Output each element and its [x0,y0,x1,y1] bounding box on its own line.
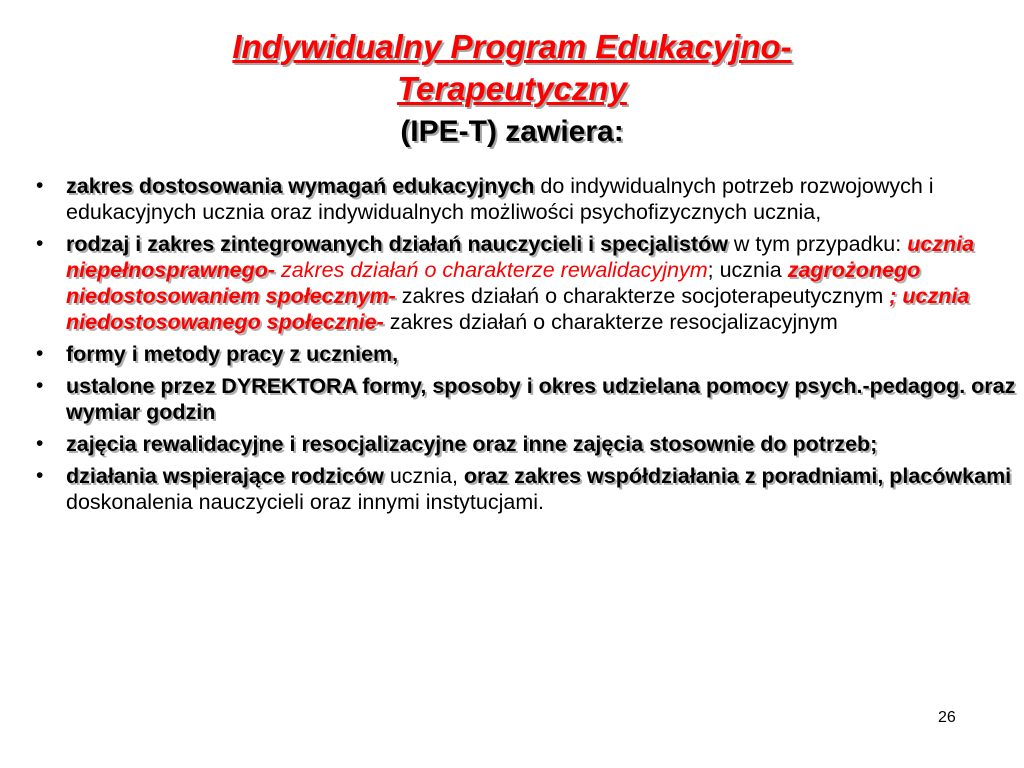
title-subtitle: (IPE-T) zawiera: [400,115,624,148]
bullet-red-bold-text: zagrożonego niedostosowaniem społecznym- [66,258,921,308]
list-item [36,173,1016,225]
list-item [36,431,1016,457]
bullet-text: ucznia, [383,464,464,488]
bullet-bold-text: formy i metody pracy z uczniem, [66,342,399,366]
title-line-2: Terapeutyczny [397,70,627,107]
bullet-bold-text: działania wspierające rodziców [66,464,384,488]
bullet-icon: • [36,374,44,397]
bullet-text: w tym przypadku: [727,232,908,256]
bullet-text: zakres działań o charakterze resocjalizacyjnym [383,310,838,334]
list-item [36,231,1016,335]
bullet-list [36,173,1016,521]
bullet-bold-text: oraz zakres współdziałania z poradniami, placówkami [463,464,1012,488]
list-item [36,341,1016,367]
bullet-red-bold-text: ucznia niepełnosprawnego- [66,232,975,282]
slide-title [0,26,1024,153]
bullet-text: do indywidualnych potrzeb rozwojowych i edukacyjnych ucznia oraz indywidualnych możliwości psychofizycznych ucznia, [66,174,934,224]
bullet-icon: • [36,342,44,365]
bullet-bold-text: zajęcia rewalidacyjne i resocjalizacyjne oraz inne zajęcia stosownie do potrzeb; [66,432,878,456]
bullet-red-bold-text: ; ucznia niedostosowanego społecznie- [66,284,970,334]
bullet-icon: • [36,432,44,455]
bullet-bold-text: rodzaj i zakres zintegrowanych działań nauczycieli i specjalistów [66,232,728,256]
bullet-red-italic-text: zakres działań o charakterze rewalidacyjnym [275,258,708,282]
bullet-icon: • [36,232,44,255]
bullet-icon: • [36,464,44,487]
bullet-bold-text: ustalone przez DYREKTORA formy, sposoby i okres udzielana pomocy psych.-pedagog. oraz wymiar godzin [66,374,1016,424]
list-item [36,373,1016,425]
bullet-icon: • [36,174,44,197]
bullet-text: doskonalenia nauczycieli oraz innymi instytucjami. [66,490,544,514]
bullet-text: ; ucznia [707,258,788,282]
bullet-text: zakres działań o charakterze socjoterapeutycznym [395,284,890,308]
list-item [36,463,1016,515]
bullet-bold-text: zakres dostosowania wymagań edukacyjnych [66,174,535,198]
title-line-1: Indywidualny Program Edukacyjno- [232,28,792,65]
page-number: 26 [938,709,956,726]
